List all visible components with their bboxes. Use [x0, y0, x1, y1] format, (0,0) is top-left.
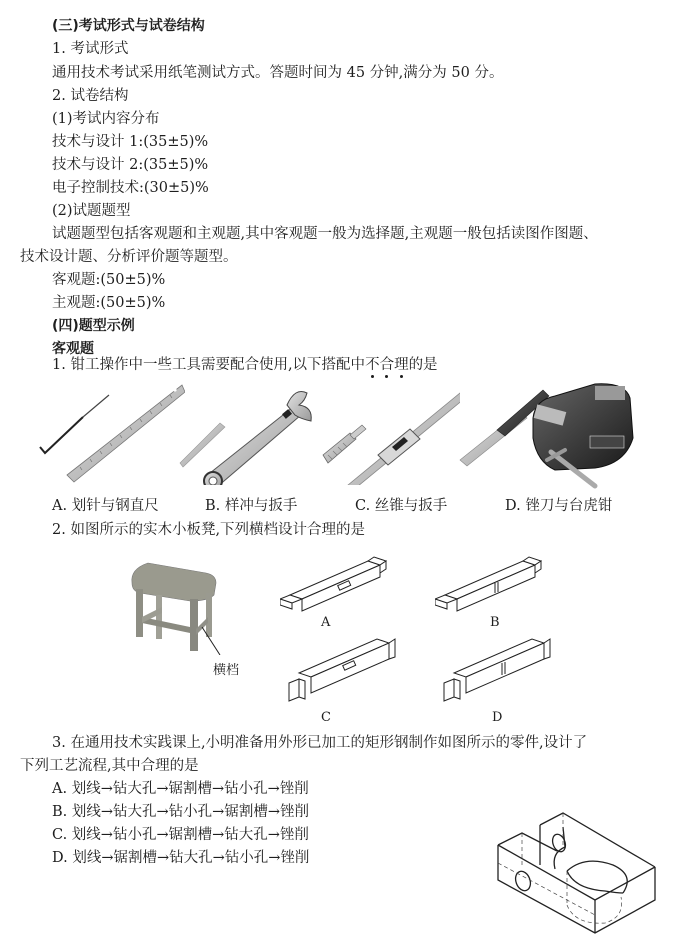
- q3-option-a: A. 划线→钻大孔→锯割槽→钻小孔→锉削: [52, 781, 309, 797]
- subheading-objective: 客观题: [52, 341, 94, 357]
- machined-part-drawing: [495, 805, 665, 945]
- scriber-and-ruler-image: [35, 375, 185, 485]
- q1-stem-text: 1. 钳工操作中一些工具需要配合使用,以下搭配中: [52, 357, 366, 373]
- question-types-title: (2)试题题型: [52, 203, 131, 219]
- content-label: 电子控制技术:: [52, 180, 144, 196]
- type-row: [52, 293, 165, 313]
- q3-option-b: B. 划线→钻大孔→钻小孔→锯割槽→锉削: [52, 804, 309, 820]
- q3-option-c: C. 划线→钻小孔→锯割槽→钻大孔→锉削: [52, 827, 309, 843]
- section-heading-exam-format: (三)考试形式与试卷结构: [52, 18, 205, 34]
- q1-stem-end: 的是: [408, 357, 438, 373]
- option-label-c: C: [321, 710, 331, 725]
- q1-option-b: B. 样冲与扳手: [205, 498, 298, 514]
- exam-form-text: 通用技术考试采用纸笔测试方式。答题时间为 45 分钟,满分为 50 分。: [52, 65, 504, 81]
- content-row: [52, 155, 208, 175]
- emphasized-char: 不: [365, 357, 380, 373]
- item-title-exam-form: 1. 考试形式: [52, 41, 129, 57]
- punch-and-wrench-image: [175, 385, 320, 485]
- content-label: 技术与设计 2:: [52, 157, 144, 173]
- content-value: (35±5)%: [143, 157, 209, 173]
- q1-option-a: A. 划针与钢直尺: [52, 498, 159, 514]
- type-row: [52, 270, 165, 290]
- q3-stem-cont: 下列工艺流程,其中合理的是: [20, 758, 199, 774]
- file-and-bench-vise-image: [455, 378, 655, 493]
- question-types-text-cont: 技术设计题、分析评价题等题型。: [20, 249, 238, 265]
- tap-and-wrench-image: [320, 385, 460, 485]
- type-value: (50±5)%: [100, 272, 166, 288]
- type-label: 客观题:: [52, 272, 101, 288]
- crossbar-option-c-drawing: [285, 633, 405, 703]
- crossbar-callout-label: 横档: [213, 663, 240, 678]
- q3-option-d: D. 划线→锯割槽→钻大孔→钻小孔→锉削: [52, 850, 310, 866]
- content-label: 技术与设计 1:: [52, 134, 144, 150]
- option-label-d: D: [492, 710, 503, 725]
- q3-stem: 3. 在通用技术实践课上,小明准备用外形已加工的矩形钢制作如图所示的零件,设计了: [52, 735, 588, 751]
- option-label-a: A: [321, 615, 331, 630]
- wooden-stool-image: [120, 555, 240, 655]
- crossbar-option-d-drawing: [440, 633, 560, 703]
- q1-stem: [52, 355, 438, 375]
- emphasized-char: 理: [394, 357, 409, 373]
- question-types-text: 试题题型包括客观题和主观题,其中客观题一般为选择题,主观题一般包括读图作图题、: [52, 226, 598, 242]
- content-row: [52, 178, 209, 198]
- content-row: [52, 132, 208, 152]
- q1-option-d: D. 锉刀与台虎钳: [505, 498, 613, 514]
- crossbar-option-a-drawing: [280, 555, 400, 615]
- emphasized-char: 合: [379, 357, 395, 373]
- q1-option-c: C. 丝锥与扳手: [355, 498, 448, 514]
- item-title-paper-structure: 2. 试卷结构: [52, 88, 129, 104]
- type-label: 主观题:: [52, 295, 101, 311]
- crossbar-option-b-drawing: [435, 555, 555, 615]
- type-value: (50±5)%: [100, 295, 166, 311]
- option-label-b: B: [490, 615, 500, 630]
- section-heading-examples: (四)题型示例: [52, 318, 135, 334]
- content-value: (35±5)%: [143, 134, 209, 150]
- content-value: (30±5)%: [143, 180, 209, 196]
- content-distribution-title: (1)考试内容分布: [52, 111, 160, 127]
- q2-stem: 2. 如图所示的实木小板凳,下列横档设计合理的是: [52, 522, 366, 538]
